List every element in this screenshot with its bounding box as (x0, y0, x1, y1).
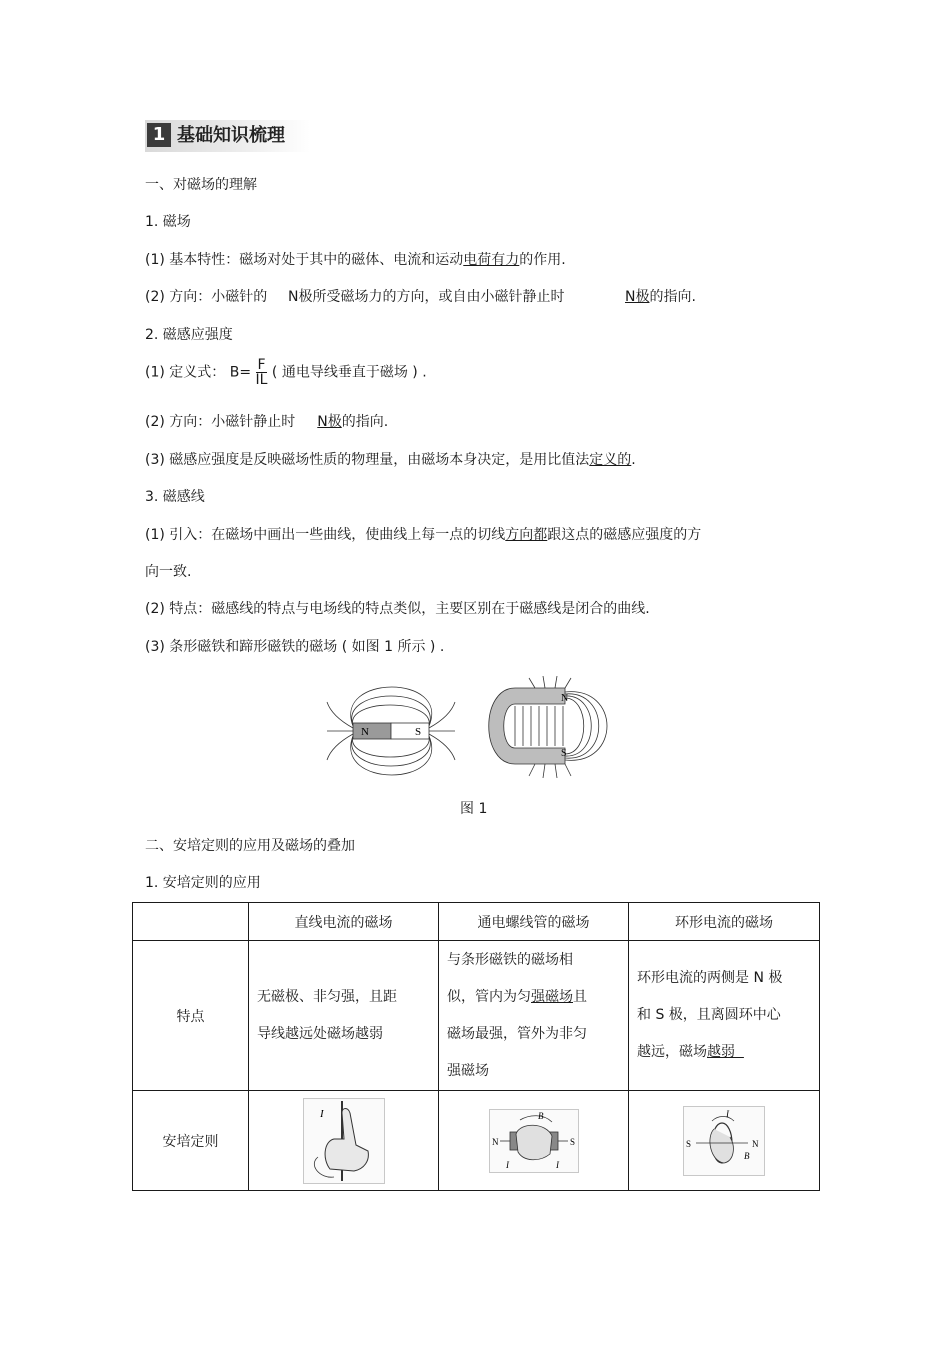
row-label: 特点 (133, 941, 249, 1091)
solenoid-rule-cell (439, 1091, 629, 1191)
solenoid-text: 且 (573, 988, 587, 1005)
definition-label: (1) 定义式： B= (145, 364, 252, 381)
table-row (133, 1091, 820, 1191)
ampere-rule-table (132, 902, 820, 1191)
solenoid-feature-line (447, 979, 620, 1016)
horseshoe-s-label: S (561, 748, 567, 759)
solenoid-feature-line: 与条形磁铁的磁场相 (447, 951, 573, 968)
horseshoe-n-label: N (561, 693, 569, 704)
solenoid-s-label: S (569, 1136, 575, 1147)
answer-blank: 电荷有力 (463, 252, 520, 268)
figure-caption: 图 1 (460, 801, 488, 817)
right-hand-straight-wire-illustration (303, 1098, 385, 1184)
current-label: I (319, 1107, 324, 1120)
ring-text: 越远，磁场 (637, 1044, 707, 1060)
answer-blank: 定义的 (589, 452, 632, 468)
answer-blank: N极 (625, 289, 650, 305)
horseshoe-magnet-figure (475, 676, 625, 780)
solenoid-n-label: N (491, 1136, 498, 1147)
table-header-cell: 环形电流的磁场 (629, 903, 820, 941)
bar-s-label: S (415, 726, 422, 738)
magnetic-field-heading: 1. 磁场 (145, 214, 191, 230)
induction-direction-line (145, 412, 388, 432)
induction-nature-line (145, 450, 636, 470)
definition-condition: ( 通电导线垂直于磁场 ) . (271, 364, 427, 381)
ring-n-label: N (752, 1138, 759, 1149)
field-lines-heading: 3. 磁感线 (145, 489, 205, 505)
ring-feature-line: 环形电流的两侧是 N 极 (637, 970, 783, 986)
solenoid-feature-line: 磁场最强，管外为非匀 (447, 1025, 587, 1042)
right-hand-ring-current-illustration (683, 1106, 765, 1176)
right-hand-solenoid-illustration (489, 1109, 579, 1173)
ring-feature-line: 和 S 极，且离圆环中心 (637, 1007, 781, 1023)
basic-property-end: 的作用. (519, 252, 566, 268)
period: . (631, 452, 636, 468)
induction-direction-text: (2) 方向：小磁针静止时 (145, 414, 296, 430)
table-row (133, 941, 820, 1091)
section-banner (145, 120, 310, 152)
direction-text-b: N极所受磁场力的方向，或自由小磁针静止时 (288, 289, 565, 305)
ring-b-label: B (744, 1150, 750, 1161)
solenoid-feature-cell (439, 941, 629, 1091)
answer-blank: N极 (317, 414, 342, 430)
ring-s-label: S (686, 1138, 692, 1149)
bar-magnet-figure (325, 678, 457, 782)
fraction (256, 358, 268, 387)
banner-number: 1 (147, 123, 171, 147)
straight-rule-cell (249, 1091, 439, 1191)
induction-nature-text: (3) 磁感应强度是反映磁场性质的物理量，由磁场本身决定，是用比值法 (145, 452, 590, 468)
ring-feature-line (637, 1034, 811, 1071)
answer-blank: 强磁场 (531, 988, 573, 1005)
direction-end: 的指向. (649, 289, 696, 305)
table-header-row (133, 903, 820, 941)
section1-heading: 一、对磁场的理解 (145, 177, 257, 193)
field-lines-feature: (2) 特点：磁感线的特点与电场线的特点类似，主要区别在于磁感线是闭合的曲线. (145, 601, 650, 617)
row-label: 安培定则 (133, 1091, 249, 1191)
fraction-numerator: F (257, 357, 266, 373)
field-lines-intro-end: 跟这点的磁感应强度的方 (547, 527, 702, 543)
solenoid-text: 似，管内为匀 (447, 988, 531, 1005)
banner-title: 基础知识梳理 (177, 125, 285, 146)
straight-feature-line: 无磁极、非匀强，且距 (257, 988, 397, 1005)
table-header-cell (133, 903, 249, 941)
solenoid-i-label: I (555, 1159, 559, 1170)
bar-n-label: N (361, 726, 369, 738)
direction-line-b (288, 287, 564, 307)
ring-rule-cell (629, 1091, 820, 1191)
ring-i-label: I (726, 1108, 729, 1119)
ring-feature-cell (629, 941, 820, 1091)
definition-line (145, 358, 427, 387)
basic-property-text: (1) 基本特性：磁场对处于其中的磁体、电流和运动 (145, 252, 464, 268)
ampere-rule-heading: 1. 安培定则的应用 (145, 875, 261, 891)
answer-blank: 越弱 (707, 1044, 744, 1060)
fraction-denominator: IL (255, 372, 268, 388)
solenoid-b-label: B (537, 1110, 543, 1121)
straight-feature-line: 导线越远处磁场越弱 (257, 1025, 383, 1042)
table-header-cell: 通电螺线管的磁场 (439, 903, 629, 941)
direction-line-c (625, 287, 696, 307)
direction-text-a: (2) 方向：小磁针的 (145, 289, 268, 305)
field-lines-intro-cont: 向一致. (145, 564, 192, 580)
magnet-fields-line: (3) 条形磁铁和蹄形磁铁的磁场 ( 如图 1 所示 ) . (145, 639, 445, 655)
solenoid-i-label: I (505, 1159, 509, 1170)
table-header-cell: 直线电流的磁场 (249, 903, 439, 941)
solenoid-feature-line: 强磁场 (447, 1062, 489, 1079)
field-lines-intro (145, 525, 701, 545)
induction-direction-end: 的指向. (341, 414, 389, 430)
straight-feature-cell (249, 941, 439, 1091)
direction-line (145, 287, 267, 307)
section2-heading: 二、安培定则的应用及磁场的叠加 (145, 838, 355, 854)
field-lines-intro-text: (1) 引入：在磁场中画出一些曲线，使曲线上每一点的切线 (145, 527, 506, 543)
basic-property-line (145, 250, 566, 270)
answer-blank: 方向都 (505, 527, 548, 543)
induction-heading: 2. 磁感应强度 (145, 327, 233, 343)
